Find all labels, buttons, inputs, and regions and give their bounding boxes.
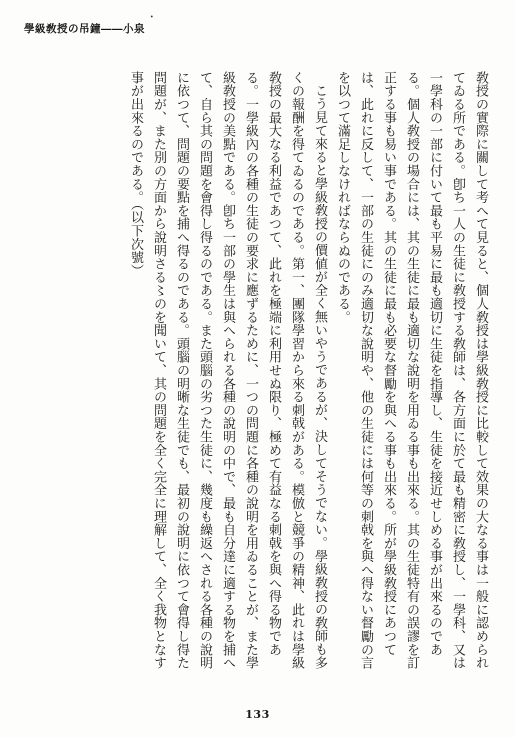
page-number: 133: [245, 708, 270, 721]
body-text: [112, 71, 492, 676]
paragraph-1: 敎授の實際に關して考へて見ると、個人敎授は學級敎授に比較して效果の大なる事は一般に認められてゐる所である。卽ち一人の生徒に敎授する敎師は、各方面に於て最も精密に敎授し、一學科、又は一學科の一部に付いて最も平易に最も適切に生徒を指導し、生徒を接近せしめる事が出來るのである。個人敎授の場合には、其の生徒に最も適切な說明を用ゐる事も出來る。其の生徒特有の誤謬を訂正する事も易い事である。其の生徒に最も必要な督勵を與へる事も出來る。所が學級敎授にあつては、此れに反して、一部の生徒にのみ適切な說明や、他の生徒には何等の刺戟を與へ得ない督勵の言を以つて滿足しなければならぬのである。: [335, 71, 488, 670]
running-title: 學級敎授の吊鐘――小泉: [24, 23, 145, 35]
printed-mark: •: [150, 14, 154, 21]
paragraph-2: こう見て來ると學級敎授の價値が全く無いやうであるが、決してそうでない。學級敎授の敎師も多くの報酬を得てゐるのである。第一、團隊學習から來る刺戟がある。模倣と競爭の精神、此れは學級敎授の最大なる利益であつて、此れを極端に利用せぬ限り、極めて有益なる刺戟を與へ得る物である。一學級內の各種の生徒の要求に應ずるために、一つの問題に各種の說明を用ゐることが、また學級敎授の美點である。卽ち一部の學生は與へられる各種の說明の中で、最も自分達に適する物を捕へて、自ら其の問題を會得し得るのである。また頭腦の劣つた生徒に、幾度も繰返へされる各種の說明に依つて、問題の要點を捕へ得るのである。頭腦の明晰な生徒でも、最初の說明に依つて會得し得た問題が、また別の方面から說明さる〻のを聞いて、其の問題を全く完全に理解して、全く我物となす事が出來るのである。（以下次號）: [128, 71, 327, 670]
